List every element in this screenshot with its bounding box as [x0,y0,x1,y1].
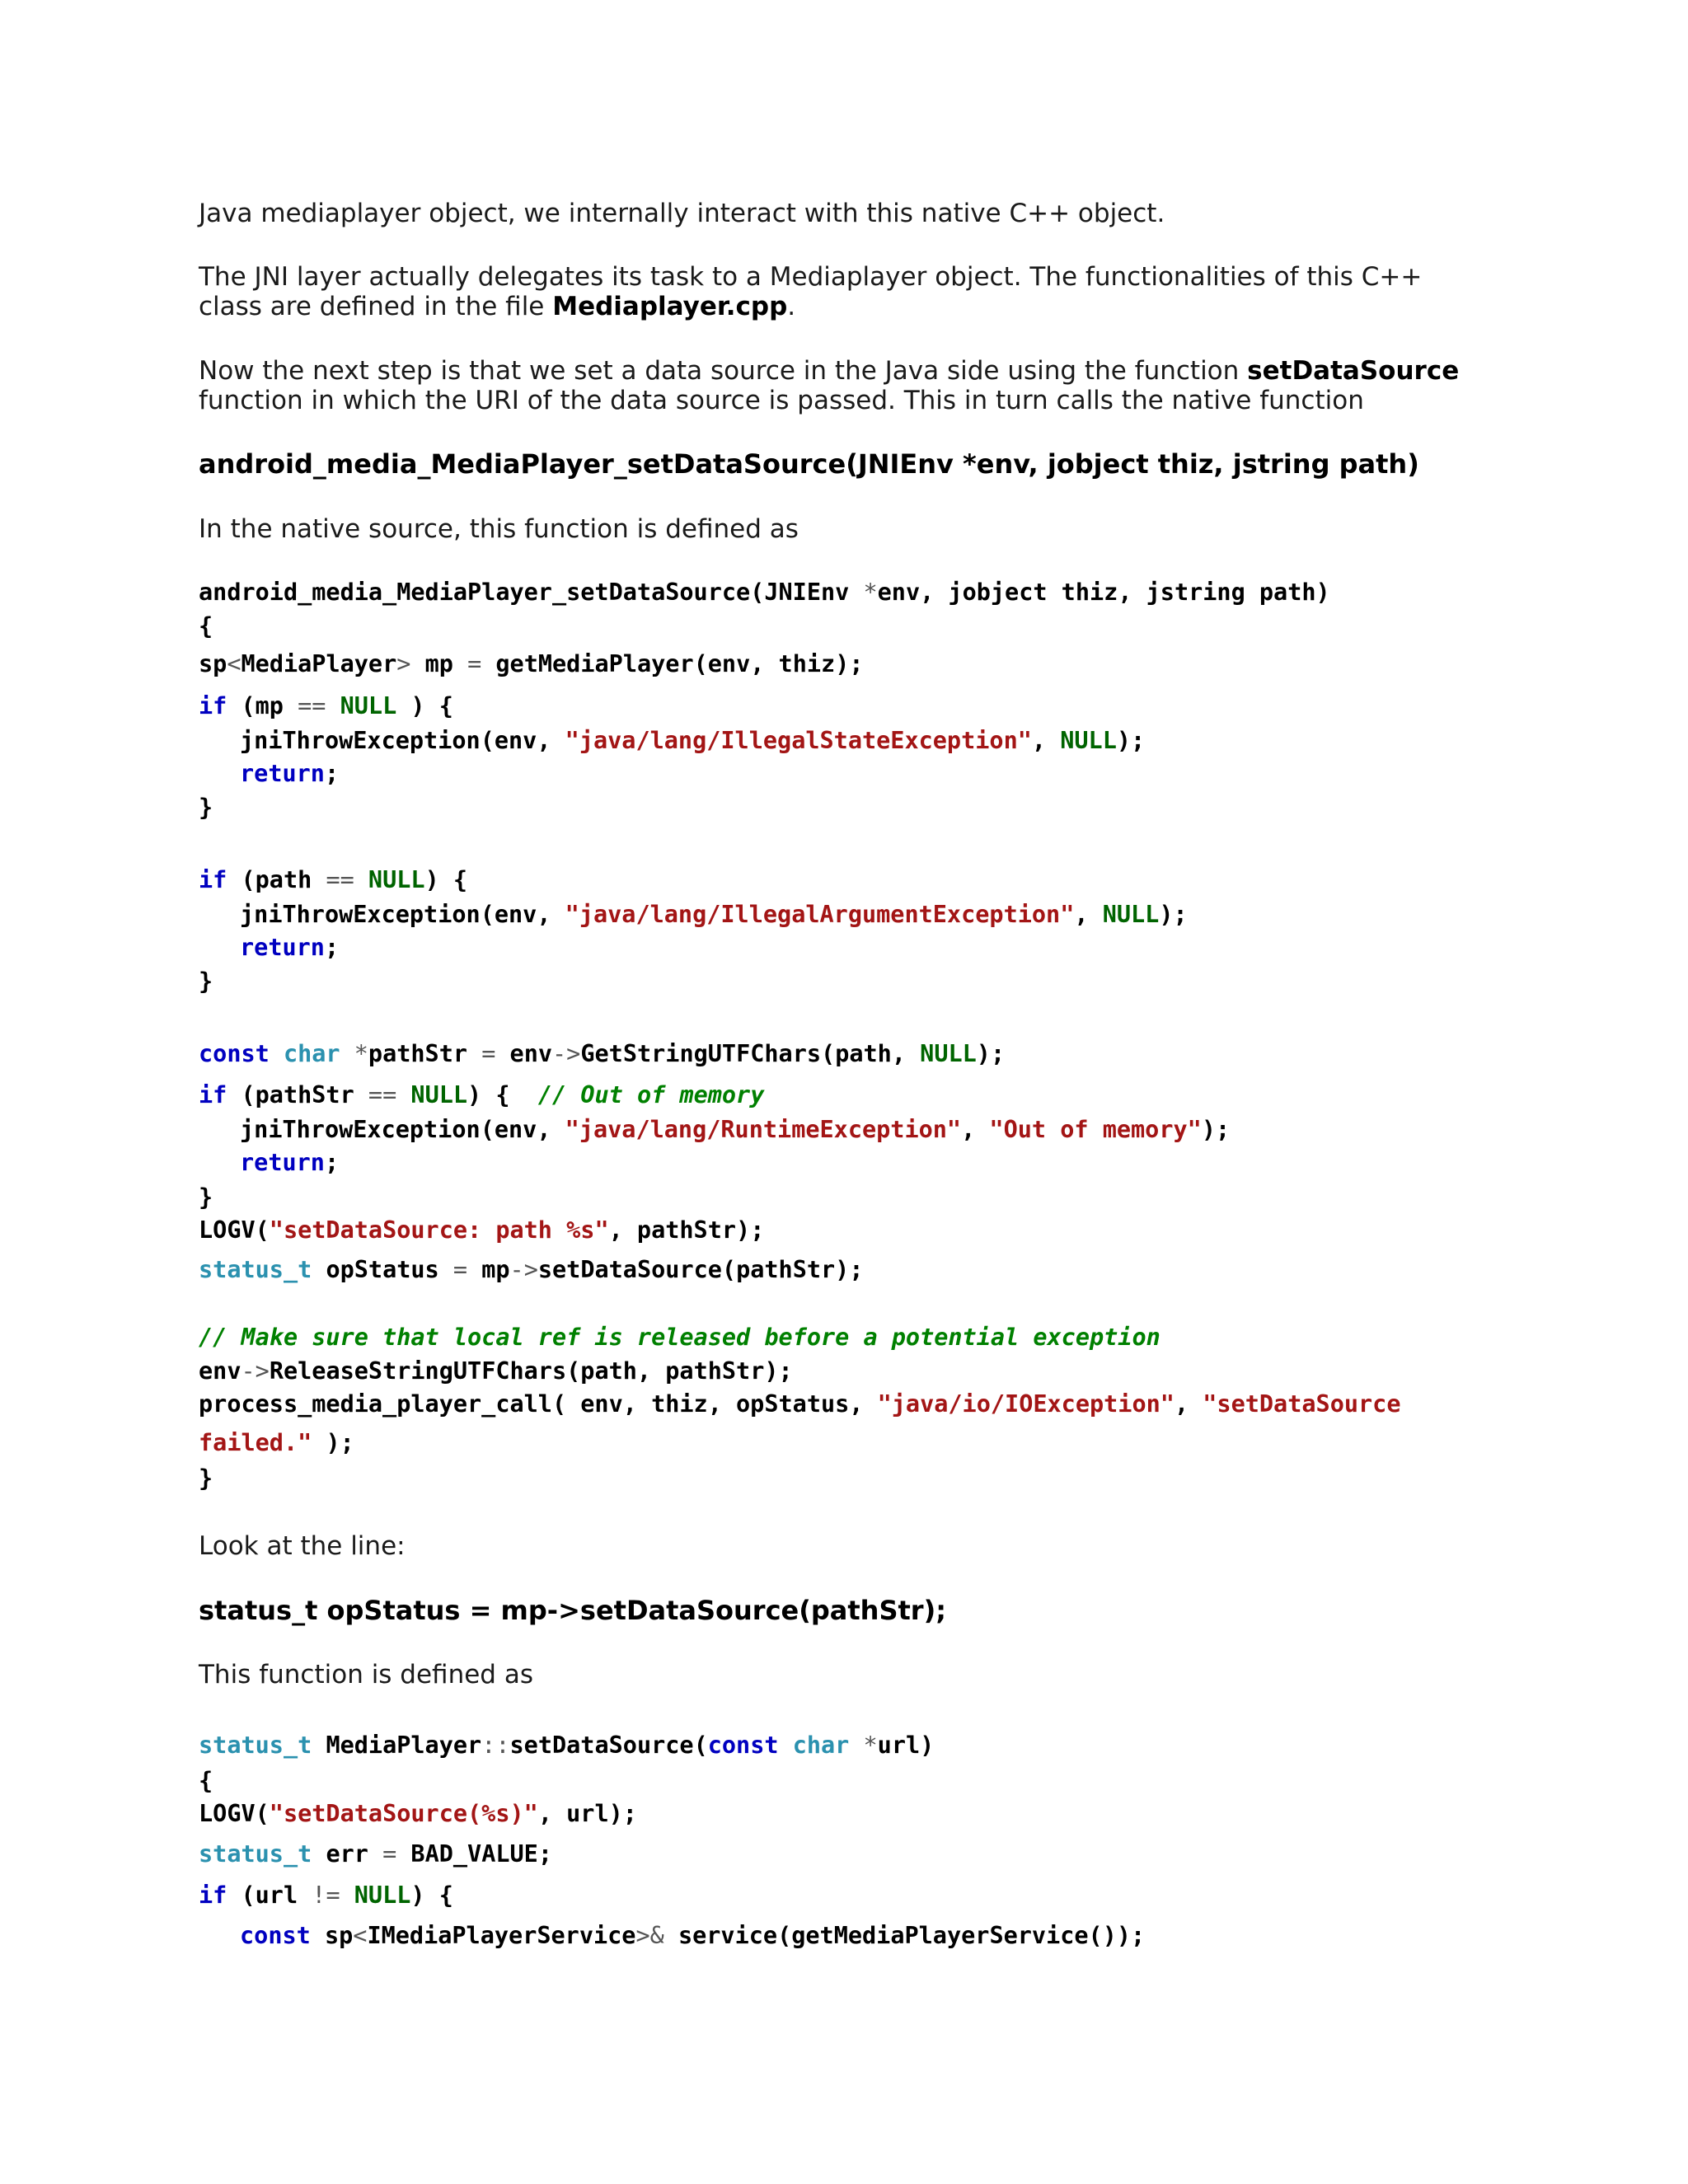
code-token: const [240,1922,311,1949]
code-line [199,1840,552,1868]
paragraph-intro [199,199,1484,228]
code-line [240,901,1188,929]
code-line [199,1357,793,1385]
code-token: opStatus [312,1256,453,1283]
code-line [199,1390,1400,1418]
paragraph-jni-layer [199,262,1484,321]
paragraph-function-defined: This function is defined as [199,1660,533,1690]
code-token: "java/lang/RuntimeException" [565,1116,962,1143]
code-token: MediaPlayer [241,650,397,677]
code-token: err [312,1840,383,1868]
code-token: = [452,1256,468,1283]
code-token: jniThrowException(env, [240,901,565,928]
code-line [199,1429,354,1457]
code-token: jniThrowException(env, [240,727,565,754]
code-token: >& [635,1922,664,1949]
code-line [199,968,213,996]
code-token: mp [467,1256,510,1283]
code-token: "java/lang/IllegalArgumentException" [565,901,1075,928]
code-token: * [340,1040,368,1067]
code-token: return [240,760,325,787]
code-token: (path [227,866,326,893]
code-token: < [227,650,241,677]
code-token: NULL [396,1081,468,1108]
code-token: ); [976,1040,1006,1067]
code-line [199,579,1330,607]
code-token: mp [410,650,468,677]
code-token: pathStr [368,1040,482,1067]
code-line [199,692,453,720]
code-line [199,1081,764,1109]
code-line [240,760,339,788]
code-token: :: [481,1732,510,1759]
code-line [240,1116,1230,1144]
code-line [199,866,467,894]
paragraph-next-line2: function in which the URI of the data source is passed. This in turn calls the native function [199,386,1364,415]
text-span: class are defined in the file [199,292,553,321]
code-token: * [849,1732,878,1759]
code-line [199,650,864,678]
code-token: "setDataSource(%s)" [269,1800,538,1827]
code-token: char [778,1732,850,1759]
code-token: setDataSource( [509,1732,708,1759]
code-token: == [326,866,354,893]
code-token: == [298,692,326,719]
code-token: , pathStr); [608,1216,765,1244]
code-token: jniThrowException(env, [240,1116,565,1143]
code-token: MediaPlayer [312,1732,482,1759]
paragraph-next-step [199,356,1484,415]
paragraph-next-line1 [199,356,1484,386]
code-token: (url [227,1882,312,1909]
code-token: ) { [424,866,468,893]
code-token: , [1074,901,1103,928]
code-token: LOGV( [199,1800,270,1827]
code-token: return [240,1149,325,1176]
code-token: , [1031,727,1061,754]
code-token: process_media_player_call( env, thiz, opStatus, [199,1390,878,1418]
code-token: NULL [920,1040,977,1067]
code-token: failed." [199,1429,312,1456]
code-line [240,934,339,962]
code-token: // Out of memory [537,1081,765,1108]
code-token: ; [324,934,340,961]
code-token: } [199,1465,213,1492]
code-token: -> [241,1357,270,1385]
code-line [199,1216,764,1244]
code-token: < [353,1922,368,1949]
code-token: sp [310,1922,354,1949]
code-token: , [1174,1390,1203,1418]
code-token: status_t [199,1732,312,1759]
code-token: = [467,650,482,677]
code-token: "setDataSource: path %s" [269,1216,609,1244]
code-token: } [199,794,213,821]
function-name-bold: setDataSource [1247,356,1460,386]
code-token: = [481,1040,496,1067]
code-token: LOGV( [199,1216,270,1244]
code-token: GetStringUTFChars(path, [580,1040,921,1067]
code-token: -> [552,1040,581,1067]
code-token: char [269,1040,340,1067]
code-line [199,1732,934,1760]
function-signature-heading: android_media_MediaPlayer_setDataSource(JNIEnv *env, jobject thiz, jstring path) [199,448,1419,480]
code-token: "setDataSource [1203,1390,1401,1418]
code-line [199,1767,213,1795]
code-token: status_t [199,1840,312,1868]
code-token: ; [324,1149,340,1176]
code-token: env, jobject thiz, jstring path) [877,579,1330,606]
code-token: getMediaPlayer(env, thiz); [481,650,864,677]
code-token: , url); [537,1800,637,1827]
code-token: ); [1116,727,1146,754]
code-token: NULL [1060,727,1117,754]
code-token: setDataSource(pathStr); [537,1256,864,1283]
code-line [199,612,213,640]
code-token: if [199,1882,227,1909]
code-token: "Out of memory" [989,1116,1202,1143]
text-span: . [787,292,796,321]
code-line [199,1465,213,1493]
code-token: , [961,1116,990,1143]
code-token: (pathStr [227,1081,368,1108]
status-line-heading: status_t opStatus = mp->setDataSource(pathStr); [199,1595,946,1626]
code-token: } [199,968,213,995]
code-line [199,1882,453,1910]
code-token: const [199,1040,270,1067]
code-token: * [863,579,878,606]
filename-bold: Mediaplayer.cpp [552,292,788,321]
code-token: (mp [227,692,298,719]
code-token: status_t [199,1256,312,1283]
code-token: env [199,1357,241,1385]
paragraph-jni-line2 [199,292,1484,321]
code-token: sp [199,650,227,677]
code-token: BAD_VALUE; [396,1840,552,1868]
code-line [199,1324,1160,1352]
code-token: android_media_MediaPlayer_setDataSource(JNIEnv [199,579,864,606]
code-token: url) [877,1732,935,1759]
code-token: const [707,1732,779,1759]
code-token: > [396,650,411,677]
code-token: NULL [326,692,397,719]
code-token: return [240,934,325,961]
code-line [199,1183,213,1212]
code-line [240,1922,1145,1950]
code-token: ) { [396,692,453,719]
code-token: ); [1159,901,1188,928]
code-line [240,1149,339,1177]
paragraph-jni-line1: The JNI layer actually delegates its task to a Mediaplayer object. The functionalities of this C++ [199,262,1423,292]
code-token: env [495,1040,553,1067]
code-token: ); [312,1429,354,1456]
code-token: // Make sure that local ref is released before a potential exception [199,1324,1160,1351]
code-token: "java/lang/IllegalStateException" [565,727,1032,754]
paragraph-intro-text: Java mediaplayer object, we internally interact with this native C++ object. [199,199,1165,228]
code-token: NULL [340,1882,411,1909]
code-token: { [199,1767,213,1794]
paragraph-native-source: In the native source, this function is defined as [199,514,799,544]
code-token: NULL [1102,901,1160,928]
code-token: ); [1201,1116,1231,1143]
code-line [240,727,1145,755]
code-token: { [199,612,213,640]
code-token: ReleaseStringUTFChars(path, pathStr); [269,1357,793,1385]
code-token: NULL [354,866,425,893]
code-token: if [199,866,227,893]
code-token: != [312,1882,340,1909]
code-token: IMediaPlayerService [367,1922,636,1949]
code-line [199,1040,1005,1068]
text-span: Now the next step is that we set a data source in the Java side using the function [199,356,1248,386]
paragraph-look-at-line: Look at the line: [199,1531,406,1561]
code-token: = [382,1840,397,1868]
code-line [199,1256,864,1284]
code-token: "java/io/IOException" [877,1390,1175,1418]
code-token: -> [509,1256,538,1283]
code-token: ; [324,760,340,787]
code-token: ) { [467,1081,538,1108]
code-token: service(getMediaPlayerService()); [663,1922,1146,1949]
code-line [199,1800,637,1828]
code-token: == [368,1081,397,1108]
code-token: ) { [410,1882,453,1909]
code-token: if [199,692,227,719]
code-token: } [199,1183,213,1211]
code-token: if [199,1081,227,1108]
code-line [199,794,213,822]
